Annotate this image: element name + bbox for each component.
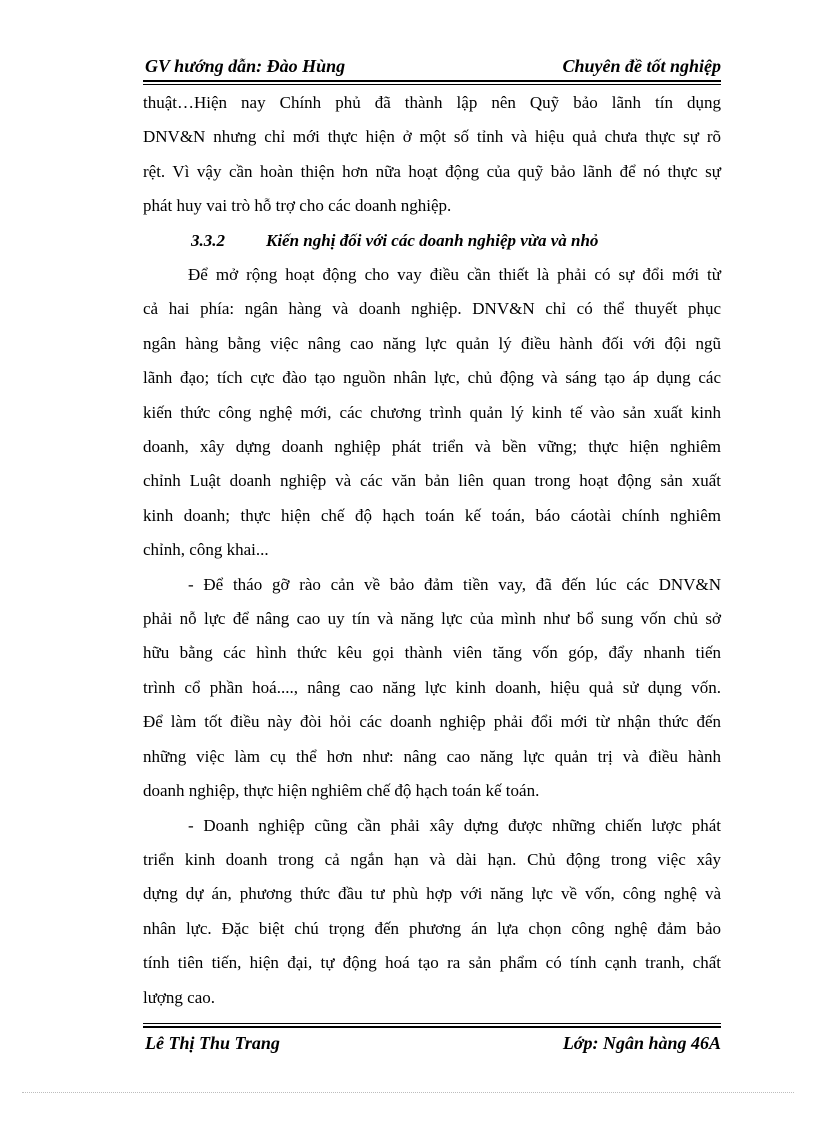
text-line: triển kinh doanh trong cả ngắn hạn và dài hạn. Chủ động trong việc xây: [143, 849, 721, 869]
text-line: chỉnh Luật doanh nghiệp và các văn bản liên quan trong hoạt động sản xuất: [143, 471, 721, 491]
text-line: nhân lực. Đặc biệt chú trọng đến phương án lựa chọn công nghệ đảm bảo: [143, 918, 721, 938]
text-line: doanh, xây dựng doanh nghiệp phát triển và bền vững; thực hiện nghiêm: [143, 437, 721, 457]
page-edge-dotted-line: [22, 1092, 794, 1093]
header-doc-type: Chuyên đề tốt nghiệp: [562, 56, 721, 76]
paragraph-1: [143, 258, 721, 568]
text-line: - Để tháo gỡ rào cản về bảo đảm tiền vay, đã đến lúc các DNV&N: [188, 574, 721, 594]
text-line: kinh doanh; thực hiện chế độ hạch toán kế toán, báo cáotài chính nghiêm: [143, 505, 721, 525]
text-line: lượng cao.: [143, 987, 216, 1007]
text-line: hữu bằng các hình thức kêu gọi thành viên tăng vốn góp, đẩy nhanh tiến: [143, 643, 721, 663]
text-line: Để làm tốt điều này đòi hỏi các doanh nghiệp phải đổi mới từ nhận thức đến: [143, 712, 721, 732]
page-footer: [143, 1026, 721, 1062]
text-line: kiến thức công nghệ mới, các chương trình quản lý kinh tế vào sản xuất kinh: [143, 402, 721, 422]
text-line: lãnh đạo; tích cực đào tạo nguồn nhân lực, chủ động và sáng tạo áp dụng các: [143, 368, 721, 388]
text-line: cả hai phía: ngân hàng và doanh nghiệp. DNV&N chỉ có thể thuyết phục: [143, 299, 721, 319]
paragraph-3: [143, 809, 721, 1015]
text-line: tính tiên tiến, hiện đại, tự động hoá tạo ra sản phẩm có tính cạnh tranh, chất: [143, 953, 721, 973]
page-header: [143, 50, 721, 82]
footer-class: Lớp: Ngân hàng 46A: [562, 1033, 721, 1053]
text-line: trình cổ phần hoá...., nâng cao năng lực kinh doanh, hiệu quả sử dụng vốn.: [143, 677, 721, 697]
text-line: những việc làm cụ thể hơn như: nâng cao năng lực quản trị và điều hành: [143, 746, 721, 766]
text-line: ngân hàng bằng việc nâng cao năng lực quản lý điều hành đối với đội ngũ: [143, 333, 721, 353]
text-line: Để mở rộng hoạt động cho vay điều cần thiết là phải có sự đổi mới từ: [188, 265, 721, 285]
text-line: dựng dự án, phương thức đầu tư phù hợp với năng lực về vốn, công nghệ và: [143, 884, 721, 904]
footer-author: Lê Thị Thu Trang: [145, 1033, 280, 1053]
intro-paragraph: [143, 86, 721, 224]
text-line: doanh nghiệp, thực hiện nghiêm chế độ hạch toán kế toán.: [143, 781, 540, 801]
text-line: rệt. Vì vậy cần hoàn thiện hơn nữa hoạt động của quỹ bảo lãnh để nó thực sự: [143, 161, 721, 181]
document-page: [143, 50, 721, 1060]
document-body: [143, 86, 721, 1015]
section-heading: [143, 224, 721, 258]
text-line: - Doanh nghiệp cũng cần phải xây dựng được những chiến lược phát: [188, 815, 721, 835]
text-line: thuật…Hiện nay Chính phủ đã thành lập nên Quỹ bảo lãnh tín dụng: [143, 93, 721, 112]
section-number: 3.3.2: [191, 230, 225, 250]
header-advisor: GV hướng dẫn: Đào Hùng: [145, 56, 346, 76]
paragraph-2: [143, 568, 721, 809]
text-line: phát huy vai trò hỗ trợ cho các doanh nghiệp.: [143, 196, 452, 216]
text-line: chỉnh, công khai...: [143, 540, 269, 560]
text-line: phải nỗ lực để nâng cao uy tín và năng lực của mình như bổ sung vốn chủ sở: [143, 609, 721, 629]
section-title: Kiến nghị đối với các doanh nghiệp vừa và nhỏ: [266, 230, 599, 250]
text-line: DNV&N nhưng chỉ mới thực hiện ở một số tỉnh và hiệu quả chưa thực sự rõ: [143, 127, 721, 147]
